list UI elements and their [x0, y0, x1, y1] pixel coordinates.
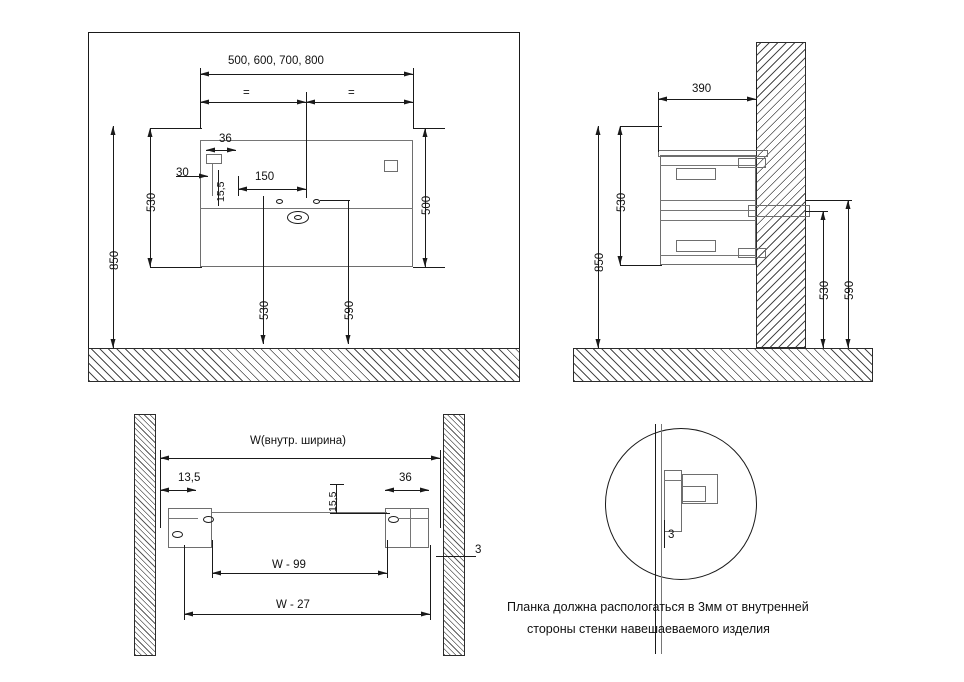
dim-line-36-plan	[385, 490, 429, 491]
drawer-inner-mid2	[660, 220, 756, 221]
ext-150-left	[238, 176, 239, 196]
detail-bracket-slot	[682, 486, 706, 502]
ext-530-wall-top	[806, 211, 828, 212]
plan-bracket-left-hole2	[172, 531, 183, 538]
ext-15-5-top	[330, 484, 344, 485]
dim-line-w99	[212, 573, 387, 574]
bracket-upper-side	[738, 158, 766, 168]
dim-530-wall: 530	[819, 280, 831, 300]
dim-line-390	[658, 99, 756, 100]
ext-590-side-top	[806, 200, 852, 201]
slide-upper	[676, 168, 716, 180]
dim-line-13-5	[160, 490, 196, 491]
equal-mark-right: =	[348, 87, 355, 99]
plan-bracket-left-inner	[168, 518, 198, 519]
basin-drain	[294, 215, 302, 220]
ext-530-bottom	[150, 267, 202, 268]
dim-850: 850	[109, 250, 121, 270]
wall-hatch-side	[756, 42, 806, 348]
dim-line-width-options	[200, 74, 413, 75]
dim-850-side: 850	[594, 252, 606, 272]
ext-15-5-bottom	[330, 513, 390, 514]
bracket-left-front	[206, 154, 222, 164]
dim-line-w27	[184, 614, 430, 615]
detail-leader-3	[664, 520, 665, 548]
detail-note-line1: Планка должна распологаться в 3мм от внутренней	[507, 600, 809, 614]
dim-line-inner-width	[160, 458, 440, 459]
ext-500-bottom	[413, 267, 445, 268]
drawer-split-line	[200, 208, 413, 209]
ext-500-top	[413, 128, 445, 129]
dim-line-36-front	[206, 150, 236, 151]
slide-lower	[676, 240, 716, 252]
ext-390-right	[756, 80, 757, 150]
dim-line-850-side	[598, 126, 599, 348]
countertop-side	[658, 150, 768, 157]
dim-drop-590: 590	[344, 300, 356, 320]
drawer-split-side	[660, 210, 756, 211]
dim-590-side: 590	[844, 280, 856, 300]
plan-bracket-right	[385, 508, 429, 548]
dim-line-590-side	[848, 200, 849, 348]
dim-36-front: 36	[219, 133, 232, 145]
bracket-lower-side	[738, 248, 766, 258]
detail-bracket-line	[664, 480, 682, 481]
dim-15-5-plan: 15,5	[327, 491, 339, 512]
ext-w99-left	[212, 540, 213, 578]
ext-530-side-bottom	[620, 265, 662, 266]
ext-width-right	[413, 68, 414, 128]
dim-3-detail: 3	[668, 529, 675, 541]
dim-30: 30	[176, 167, 189, 179]
ext-inner-left	[160, 450, 161, 528]
mount-rail-side	[748, 205, 810, 217]
dim-line-drop-590	[348, 200, 349, 344]
dim-width-options: 500, 600, 700, 800	[228, 55, 324, 67]
equal-mark-left: =	[243, 87, 250, 99]
ext-w27-left	[184, 545, 185, 620]
detail-note-line2: стороны стенки навешаеваемого изделия	[527, 622, 770, 636]
dim-390: 390	[692, 83, 712, 95]
plan-bracket-left	[168, 508, 212, 548]
tap-hole-right	[313, 199, 320, 204]
dim-drop-530: 530	[259, 300, 271, 320]
ext-590-front	[320, 200, 350, 201]
plan-bracket-right-rib	[410, 508, 411, 548]
leader-3-plan	[436, 556, 476, 557]
dim-530-side: 530	[616, 192, 628, 212]
handle-right	[384, 160, 398, 172]
dim-530-front: 530	[146, 192, 158, 212]
dim-w27: W - 27	[276, 599, 310, 611]
drawer-inner-mid	[660, 200, 756, 201]
tap-hole-left	[276, 199, 283, 204]
ext-530-top	[150, 128, 202, 129]
dim-36-plan: 36	[399, 472, 412, 484]
floor-hatch-side	[573, 348, 873, 382]
ext-530-side-top	[620, 126, 662, 127]
dim-13-5: 13,5	[178, 472, 201, 484]
plan-wall-right	[443, 414, 465, 656]
ext-390-left	[658, 92, 659, 152]
dim-line-drop-530	[263, 196, 264, 344]
dim-line-150	[238, 189, 306, 190]
plan-bracket-left-hole	[203, 516, 214, 523]
center-axis-front	[306, 92, 307, 198]
dim-line-530-wall	[823, 211, 824, 348]
bracket-left-stem	[212, 164, 213, 196]
dim-w99: W - 99	[272, 559, 306, 571]
dim-500: 500	[421, 195, 433, 215]
plan-bracket-right-inner	[399, 518, 429, 519]
ext-width-left	[200, 68, 201, 128]
floor-hatch-front	[88, 348, 520, 382]
plan-wall-left	[134, 414, 156, 656]
plan-bracket-right-hole	[388, 516, 399, 523]
dim-line-850	[113, 126, 114, 348]
dim-3-plan: 3	[475, 544, 482, 556]
dim-inner-width: W(внутр. ширина)	[250, 435, 346, 447]
ext-w99-right	[387, 540, 388, 578]
dim-150: 150	[255, 171, 275, 183]
dim-15-5-front: 15,5	[215, 181, 227, 202]
ext-w27-right	[430, 545, 431, 620]
ext-inner-right	[440, 450, 441, 528]
